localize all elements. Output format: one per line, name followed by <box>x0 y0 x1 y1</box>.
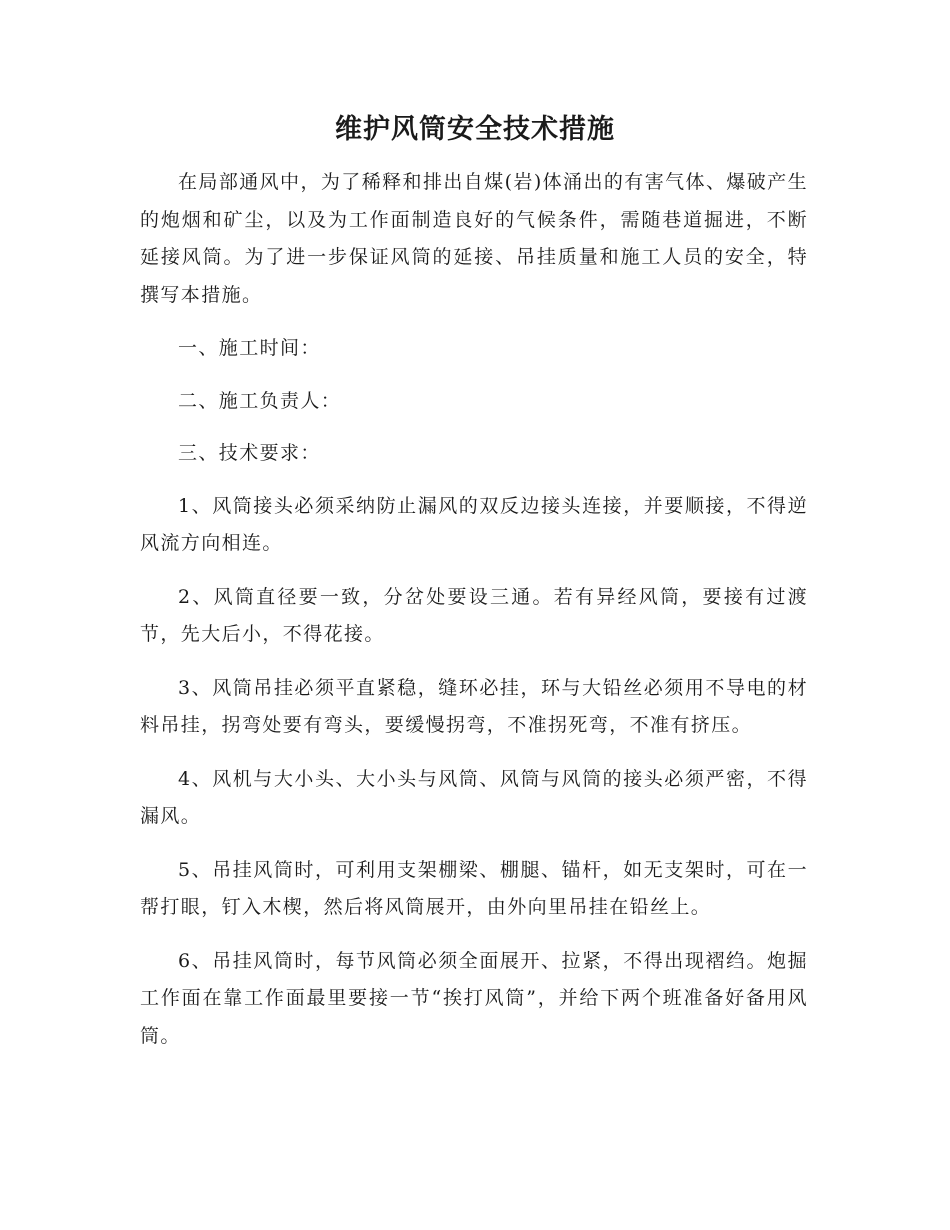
requirement-item-1: 1、风筒接头必须采纳防止漏风的双反边接头连接，并要顺接，不得逆风流方向相连。 <box>140 494 808 554</box>
document-body <box>140 164 808 1071</box>
intro-paragraph: 在局部通风中，为了稀释和排出自煤(岩)体涌出的有害气体、爆破产生的炮烟和矿尘，以及为工作面制造良好的气候条件，需随巷道掘进，不断延接风筒。为了进一步保证风筒的延接、吊挂质量和施工人员的安全，特撰写本措施。 <box>140 171 808 306</box>
section-person-heading: 二、施工负责人： <box>178 389 342 412</box>
requirement-item-2: 2、风筒直径要一致，分岔处要设三通。若有异经风筒，要接有过渡节，先大后小，不得花接。 <box>140 585 808 645</box>
requirement-item-6: 6、吊挂风筒时，每节风筒必须全面展开、拉紧，不得出现褶绉。炮掘工作面在靠工作面最里要接一节“挨打风筒”，并给下两个班准备好备用风筒。 <box>140 949 808 1047</box>
section-tech-heading: 三、技术要求： <box>178 442 321 464</box>
requirement-item-3: 3、风筒吊挂必须平直紧稳，缝环必挂，环与大铅丝必须用不导电的材料吊挂，拐弯处要有弯头，要缓慢拐弯，不准拐死弯，不准有挤压。 <box>140 676 808 736</box>
document-title: 维护风筒安全技术措施 <box>335 114 615 145</box>
requirement-item-5: 5、吊挂风筒时，可利用支架棚梁、棚腿、锚杆，如无支架时，可在一帮打眼，钉入木楔，然后将风筒展开，由外向里吊挂在铅丝上。 <box>140 858 808 918</box>
requirement-item-4: 4、风机与大小头、大小头与风筒、风筒与风筒的接头必须严密，不得漏风。 <box>140 767 808 827</box>
section-time-heading: 一、施工时间： <box>178 337 321 359</box>
